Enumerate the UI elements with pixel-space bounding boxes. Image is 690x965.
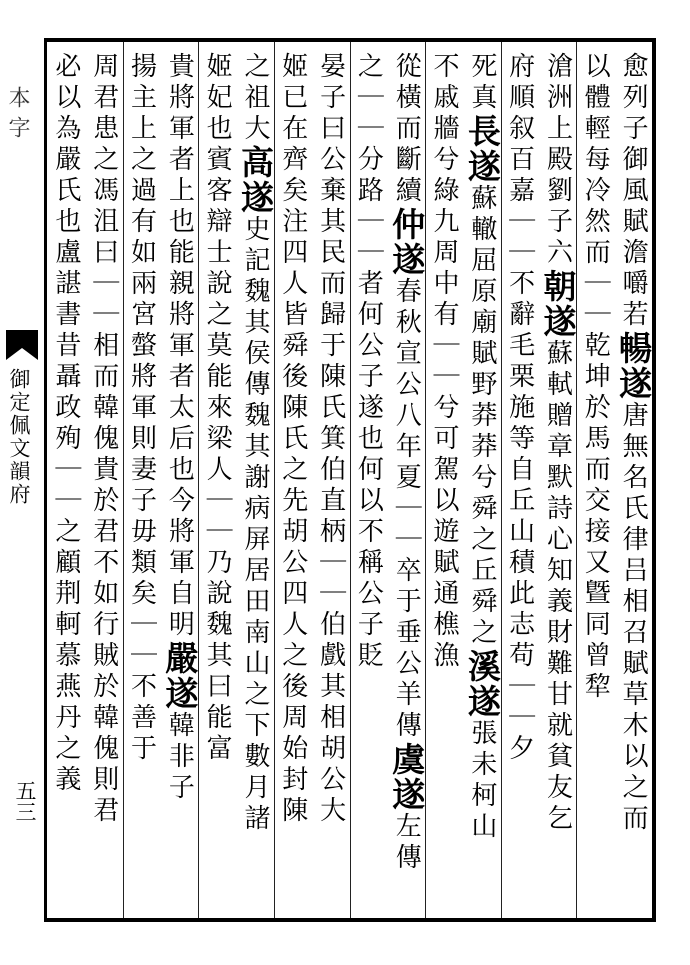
text-column (234, 52, 276, 912)
text-column (423, 52, 465, 912)
text-run: 史記魏其侯傳魏其謝病屏居田南山之下數月諸 (239, 215, 270, 835)
text-column (196, 52, 238, 912)
text-run: 之｜｜分路｜｜者何公子遂也何以不稱公子貶 (353, 52, 384, 672)
text-run: 蘇軾贈章默詩心知義財難甘就貧友乞 (542, 339, 573, 835)
margin-fragment: 本字 (5, 86, 30, 146)
headword: 高遂 (235, 145, 275, 215)
text-column (612, 52, 654, 912)
text-column (272, 52, 314, 912)
headword: 長遂 (462, 114, 502, 184)
text-run: 春秋宣公八年夏｜｜卒于垂公羊傳 (391, 277, 422, 742)
text-run: 貴將軍者上也能親將軍者太后也今將軍自明 (164, 52, 195, 641)
text-column (536, 52, 578, 912)
text-run: 揚主上之過有如兩宮螫將軍則妻子毋類矣｜｜不善于 (126, 52, 157, 765)
text-run: 以體輕每冷然而｜｜乾坤於馬而交接又曁同曾犂 (580, 52, 611, 703)
text-column (158, 52, 200, 912)
text-run: 周君患之馮沮曰｜｜相而韓傀貴於君不如行賊於韓傀則君 (88, 52, 119, 827)
text-run: 張未柯山 (466, 719, 497, 843)
text-run: 府順叙百嘉｜｜不辭毛栗施等自丘山積此志苟｜｜夕 (504, 52, 535, 765)
text-column (574, 52, 616, 912)
text-run: 愈列子御風賦澹嚼若 (618, 52, 649, 331)
text-column (347, 52, 389, 912)
text-column (499, 52, 541, 912)
text-column (83, 52, 125, 912)
text-run: 從橫而斷續 (391, 52, 422, 207)
book-title: 御定佩文韻府 (7, 368, 31, 506)
text-column (385, 52, 427, 912)
text-column (461, 52, 503, 912)
headword: 虞遂 (387, 742, 427, 812)
text-run: 姬已在齊矣注四人皆舜後陳氏之先胡公四人之後周始封陳 (277, 52, 308, 827)
headword: 仲遂 (387, 207, 427, 277)
text-run: 必以為嚴氏也盧諶書昔聶政殉｜｜之顧荆軻慕燕丹之義 (50, 52, 81, 796)
text-run: 晏子曰公棄其民而歸于陳氏箕伯直柄｜｜伯戲其相胡公大 (315, 52, 346, 827)
text-run: 左傳 (391, 812, 422, 874)
text-run: 唐無名氏律吕相召賦草木以之而 (618, 401, 649, 835)
text-column (310, 52, 352, 912)
headword: 朝遂 (538, 269, 578, 339)
text-run: 姬妃也賓客辯士說之莫能來梁人｜｜乃說魏其曰能富 (202, 52, 233, 765)
text-run: 韓非子 (164, 711, 195, 804)
headword: 嚴遂 (160, 641, 200, 711)
text-run: 不戚牆兮綠九周中有｜｜兮可駕以遊賦通樵漁 (429, 52, 460, 672)
headword: 暢遂 (614, 331, 654, 401)
text-run: 滄洲上殿劉子六 (542, 52, 573, 269)
frame-bottom-border (44, 918, 656, 922)
page-number: 五三 (13, 780, 37, 822)
text-column (45, 52, 87, 912)
text-run: 之祖大 (239, 52, 270, 145)
text-column (121, 52, 163, 912)
text-run: 死真 (466, 52, 497, 114)
text-run: 蘇轍屈原廟賦野莽莽兮舜之丘舜之 (466, 184, 497, 649)
margin-strip (0, 38, 44, 922)
fishtail-mark (6, 330, 38, 360)
headword: 溪遂 (462, 649, 502, 719)
